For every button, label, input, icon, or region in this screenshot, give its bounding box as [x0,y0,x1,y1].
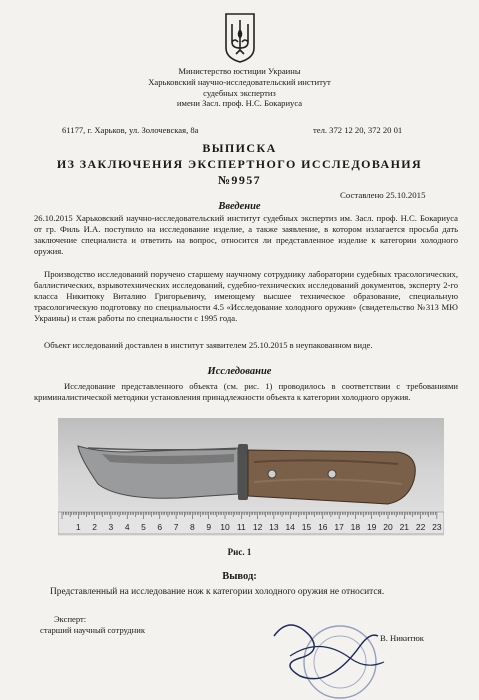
org-line: имени Засл. проф. Н.С. Бокариуса [176,98,303,109]
phone: тел. 372 12 20, 372 20 01 [313,125,403,135]
section-heading-intro: Введение [218,201,261,212]
ruler-number: 19 [366,522,377,532]
address: 61177, г. Харьков, ул. Золочевская, 8а [62,125,199,135]
org-line: Харьковский научно-исследовательский институт [148,76,331,87]
study-paragraph: Исследование представленного объекта (см. рис. 1) проводилось в соответствии с требованиями криминалистической методики установления принадлежности объекта к категории холодного оружия. [34,381,458,402]
ruler-number: 12 [252,522,263,532]
ruler-number: 13 [269,522,279,532]
ruler-number: 16 [318,522,328,532]
ruler-number: 10 [220,522,230,532]
ukraine-coat-of-arms-icon [223,12,257,64]
ruler-number: 2 [92,522,97,532]
org-line: Министерство юстиции Украины [178,66,301,76]
stamp-and-signature-image [270,606,388,700]
section-heading-conclusion: Вывод: [222,571,257,582]
ruler-number: 18 [350,522,361,532]
ruler-number: 14 [285,522,295,532]
section-heading-study: Исследование [207,366,272,377]
knife-illustration [58,418,444,536]
document-number: №9957 [217,173,262,187]
ruler-number: 22 [415,522,426,532]
intro-paragraph-1: 26.10.2015 Харьковский научно-исследовательский институт судебных экспертиз им. Засл. проф. Н.С. Бокариуса от гр. Филь И.А. поступило на исследование изделие, а также заявление, в котором излагается просьба дать заключение специалиста и ответить на вопрос, относится ли представленное изделие к категории холодного оружия. [34,213,458,256]
expert-title: старший научный сотрудник [40,624,146,635]
ruler-number: 1 [75,522,81,532]
ruler-number: 6 [157,522,163,532]
ruler-number: 11 [236,522,246,532]
intro-paragraph-2: Производство исследований поручено старшему научному сотруднику лаборатории судебных трасологических, баллистических, взрывотехнических исследований, судебно-технических исследований документов, эксперту 2-го класса Никитюку Виталию Григорьевичу, имеющему высшее техническое образование, специальную трасологическую подготовку по специальности 4.5 «Исследование холодного оружия» (свидетельство №313 МЮ Украины) и стаж работы по специальности с 1995 года. [34,269,458,323]
organization-block [0,66,479,109]
ruler-number: 7 [173,522,179,532]
ruler-number: 8 [190,522,195,532]
ruler-number: 9 [206,522,212,532]
ruler-number: 5 [141,522,146,532]
ruler-number: 3 [108,522,114,532]
ruler-number: 15 [301,522,312,532]
signer-name: В. Никитюк [380,633,424,643]
ruler-number: 23 [432,522,442,532]
ruler-number: 20 [383,522,393,532]
knife-photo [58,418,444,536]
figure-caption: Рис. 1 [227,547,252,557]
expert-label: Эксперт: [54,614,87,624]
conclusion-text: Представленный на исследование нож к категории холодного оружия не относится. [50,587,385,597]
document-subtitle: ИЗ ЗАКЛЮЧЕНИЯ ЭКСПЕРТНОГО ИССЛЕДОВАНИЯ [56,157,423,171]
composed-date: Составлено 25.10.2015 [340,190,426,200]
intro-paragraph-3: Объект исследований доставлен в институт заявителем 25.10.2015 в неупакованном виде. [44,340,373,350]
ruler-number: 17 [334,522,344,532]
ruler-number: 21 [399,522,410,532]
ruler-number: 4 [124,522,130,532]
document-title: ВЫПИСКА [202,141,277,155]
org-line: судебных экспертиз [203,87,276,98]
expert-block [40,614,145,636]
